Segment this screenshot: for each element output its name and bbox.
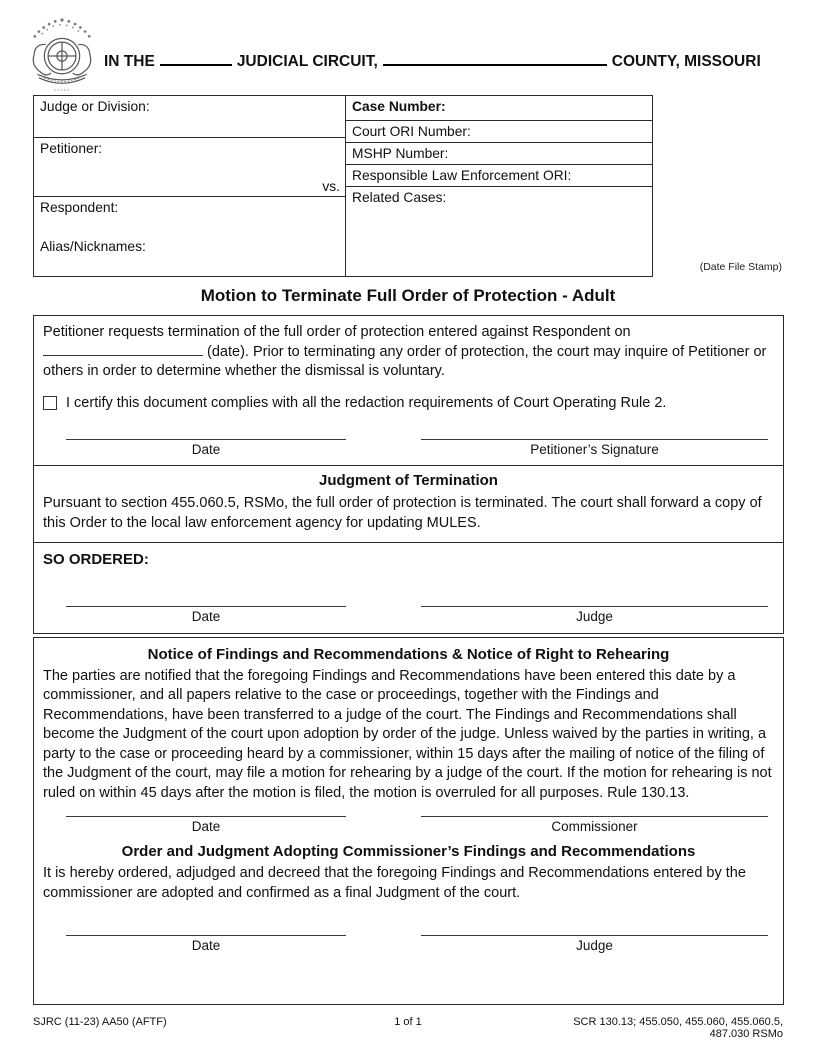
adoption-judge-line[interactable] <box>421 935 768 953</box>
mshp-number-field[interactable] <box>346 143 652 165</box>
so-ordered-judge-label: Judge <box>576 608 613 624</box>
law-enforcement-ori-label: Responsible Law Enforcement ORI: <box>352 168 572 183</box>
adoption-date-label: Date <box>191 938 221 954</box>
respondent-label: Respondent: <box>40 200 119 215</box>
case-number-label: Case Number: <box>352 99 446 114</box>
law-enforcement-ori-field[interactable] <box>346 165 652 187</box>
caption-in-the: IN THE <box>104 53 155 70</box>
notice-of-findings-section <box>33 637 784 1005</box>
judgment-heading: Judgment of Termination <box>319 472 498 490</box>
redaction-checkbox[interactable] <box>43 396 57 410</box>
footer-form-number: SJRC (11-23) AA50 (AFTF) <box>33 1016 167 1028</box>
judge-or-division-label: Judge or Division: <box>40 99 150 114</box>
missouri-state-seal-icon <box>28 12 96 96</box>
judicial-circuit-number-blank[interactable] <box>160 52 232 66</box>
mshp-number-label: MSHP Number: <box>352 146 449 161</box>
motion-signature-row <box>43 439 774 457</box>
so-ordered-label: SO ORDERED: <box>43 550 149 568</box>
adoption-heading: Order and Judgment Adopting Commissioner’s Findings and Recommendations <box>121 843 696 861</box>
court-ori-number-field[interactable] <box>346 121 652 143</box>
notice-date-label: Date <box>191 819 221 835</box>
petitioner-label: Petitioner: <box>40 141 103 156</box>
adoption-paragraph: It is hereby ordered, adjudged and decreed that the foregoing Findings and Recommendations entered by the commissioner are adopted and confirmed as a final Judgment of the court. <box>43 865 746 901</box>
so-ordered-date-label: Date <box>191 608 221 624</box>
motion-text-before-date: Petitioner requests termination of the full order of protection entered against Respondent on <box>43 324 631 340</box>
date-file-stamp-label: (Date File Stamp) <box>699 261 782 273</box>
so-ordered-judge-line[interactable] <box>421 606 768 624</box>
motion-text-after-date: (date). Prior to terminating any order of protection, the court may inquire of Petitioner or others in order to determine whether the dismissal is voluntary. <box>43 343 767 379</box>
petitioner-signature-label: Petitioner’s Signature <box>530 441 659 457</box>
so-ordered-section <box>33 542 784 634</box>
case-table-left-column <box>34 96 346 276</box>
so-ordered-date-line[interactable] <box>66 606 346 624</box>
county-name-blank[interactable] <box>383 52 607 66</box>
motion-date-label: Date <box>191 441 221 457</box>
document-title: Motion to Terminate Full Order of Protection - Adult <box>200 286 616 305</box>
caption-county-missouri: COUNTY, MISSOURI <box>611 53 761 70</box>
adoption-signature-row <box>43 935 774 953</box>
caption-judicial-circuit: JUDICIAL CIRCUIT, <box>236 53 378 70</box>
notice-heading: Notice of Findings and Recommendations & Notice of Right to Rehearing <box>147 645 670 663</box>
commissioner-signature-line[interactable] <box>421 816 768 834</box>
judgment-of-termination-section <box>33 465 784 543</box>
alias-nicknames-label: Alias/Nicknames: <box>40 239 146 254</box>
judge-or-division-field[interactable] <box>34 96 345 138</box>
vs-label: vs. <box>322 179 340 194</box>
termination-date-blank[interactable] <box>43 343 203 356</box>
form-body <box>33 315 784 1005</box>
redaction-certify-row <box>43 395 774 411</box>
case-caption-table <box>33 95 653 277</box>
footer-statute-citation: SCR 130.13; 455.050, 455.060, 455.060.5, 487.030 RSMo <box>573 1016 783 1040</box>
redaction-certify-label: I certify this document complies with all the redaction requirements of Court Operating Rule 2. <box>66 394 667 411</box>
form-footer <box>33 1016 783 1040</box>
adoption-date-line[interactable] <box>66 935 346 953</box>
motion-paragraph <box>43 323 774 382</box>
commissioner-label: Commissioner <box>551 819 638 835</box>
motion-section <box>33 315 784 467</box>
notice-signature-row <box>43 816 774 834</box>
respondent-field[interactable] <box>34 197 345 276</box>
so-ordered-signature-row <box>43 606 774 624</box>
notice-paragraph: The parties are notified that the foregoing Findings and Recommendations have been entered this date by a commissioner, and all papers relative to the case or proceedings, together with the Findings and Recommendations, have been transferred to a judge of the court. The Findings and Recommendations shall become the Judgment of the court upon adoption by order of the judge. Unless waived by the parties in writing, a party to the case or proceeding heard by a commissioner, within 15 days after the mailing of notice of the filing of the Judgment of the court, may file a motion for rehearing by a judge of the court. If the motion for rehearing is not ruled on within 45 days after the motion is filed, the motion is overruled for all purposes. Rule 130.13. <box>43 667 772 801</box>
petitioner-signature-line[interactable] <box>421 439 768 457</box>
notice-date-line[interactable] <box>66 816 346 834</box>
petitioner-field[interactable] <box>34 138 345 197</box>
case-table-right-column <box>346 96 652 276</box>
judgment-paragraph: Pursuant to section 455.060.5, RSMo, the full order of protection is terminated. The court shall forward a copy of this Order to the local law enforcement agency for updating MULES. <box>43 495 762 531</box>
adoption-judge-label: Judge <box>576 938 613 954</box>
footer-page-number: 1 of 1 <box>394 1016 422 1028</box>
motion-date-line[interactable] <box>66 439 346 457</box>
related-cases-field[interactable] <box>346 187 652 276</box>
related-cases-label: Related Cases: <box>352 190 447 205</box>
court-ori-number-label: Court ORI Number: <box>352 124 471 139</box>
case-number-field[interactable] <box>346 96 652 121</box>
court-caption <box>104 52 783 71</box>
